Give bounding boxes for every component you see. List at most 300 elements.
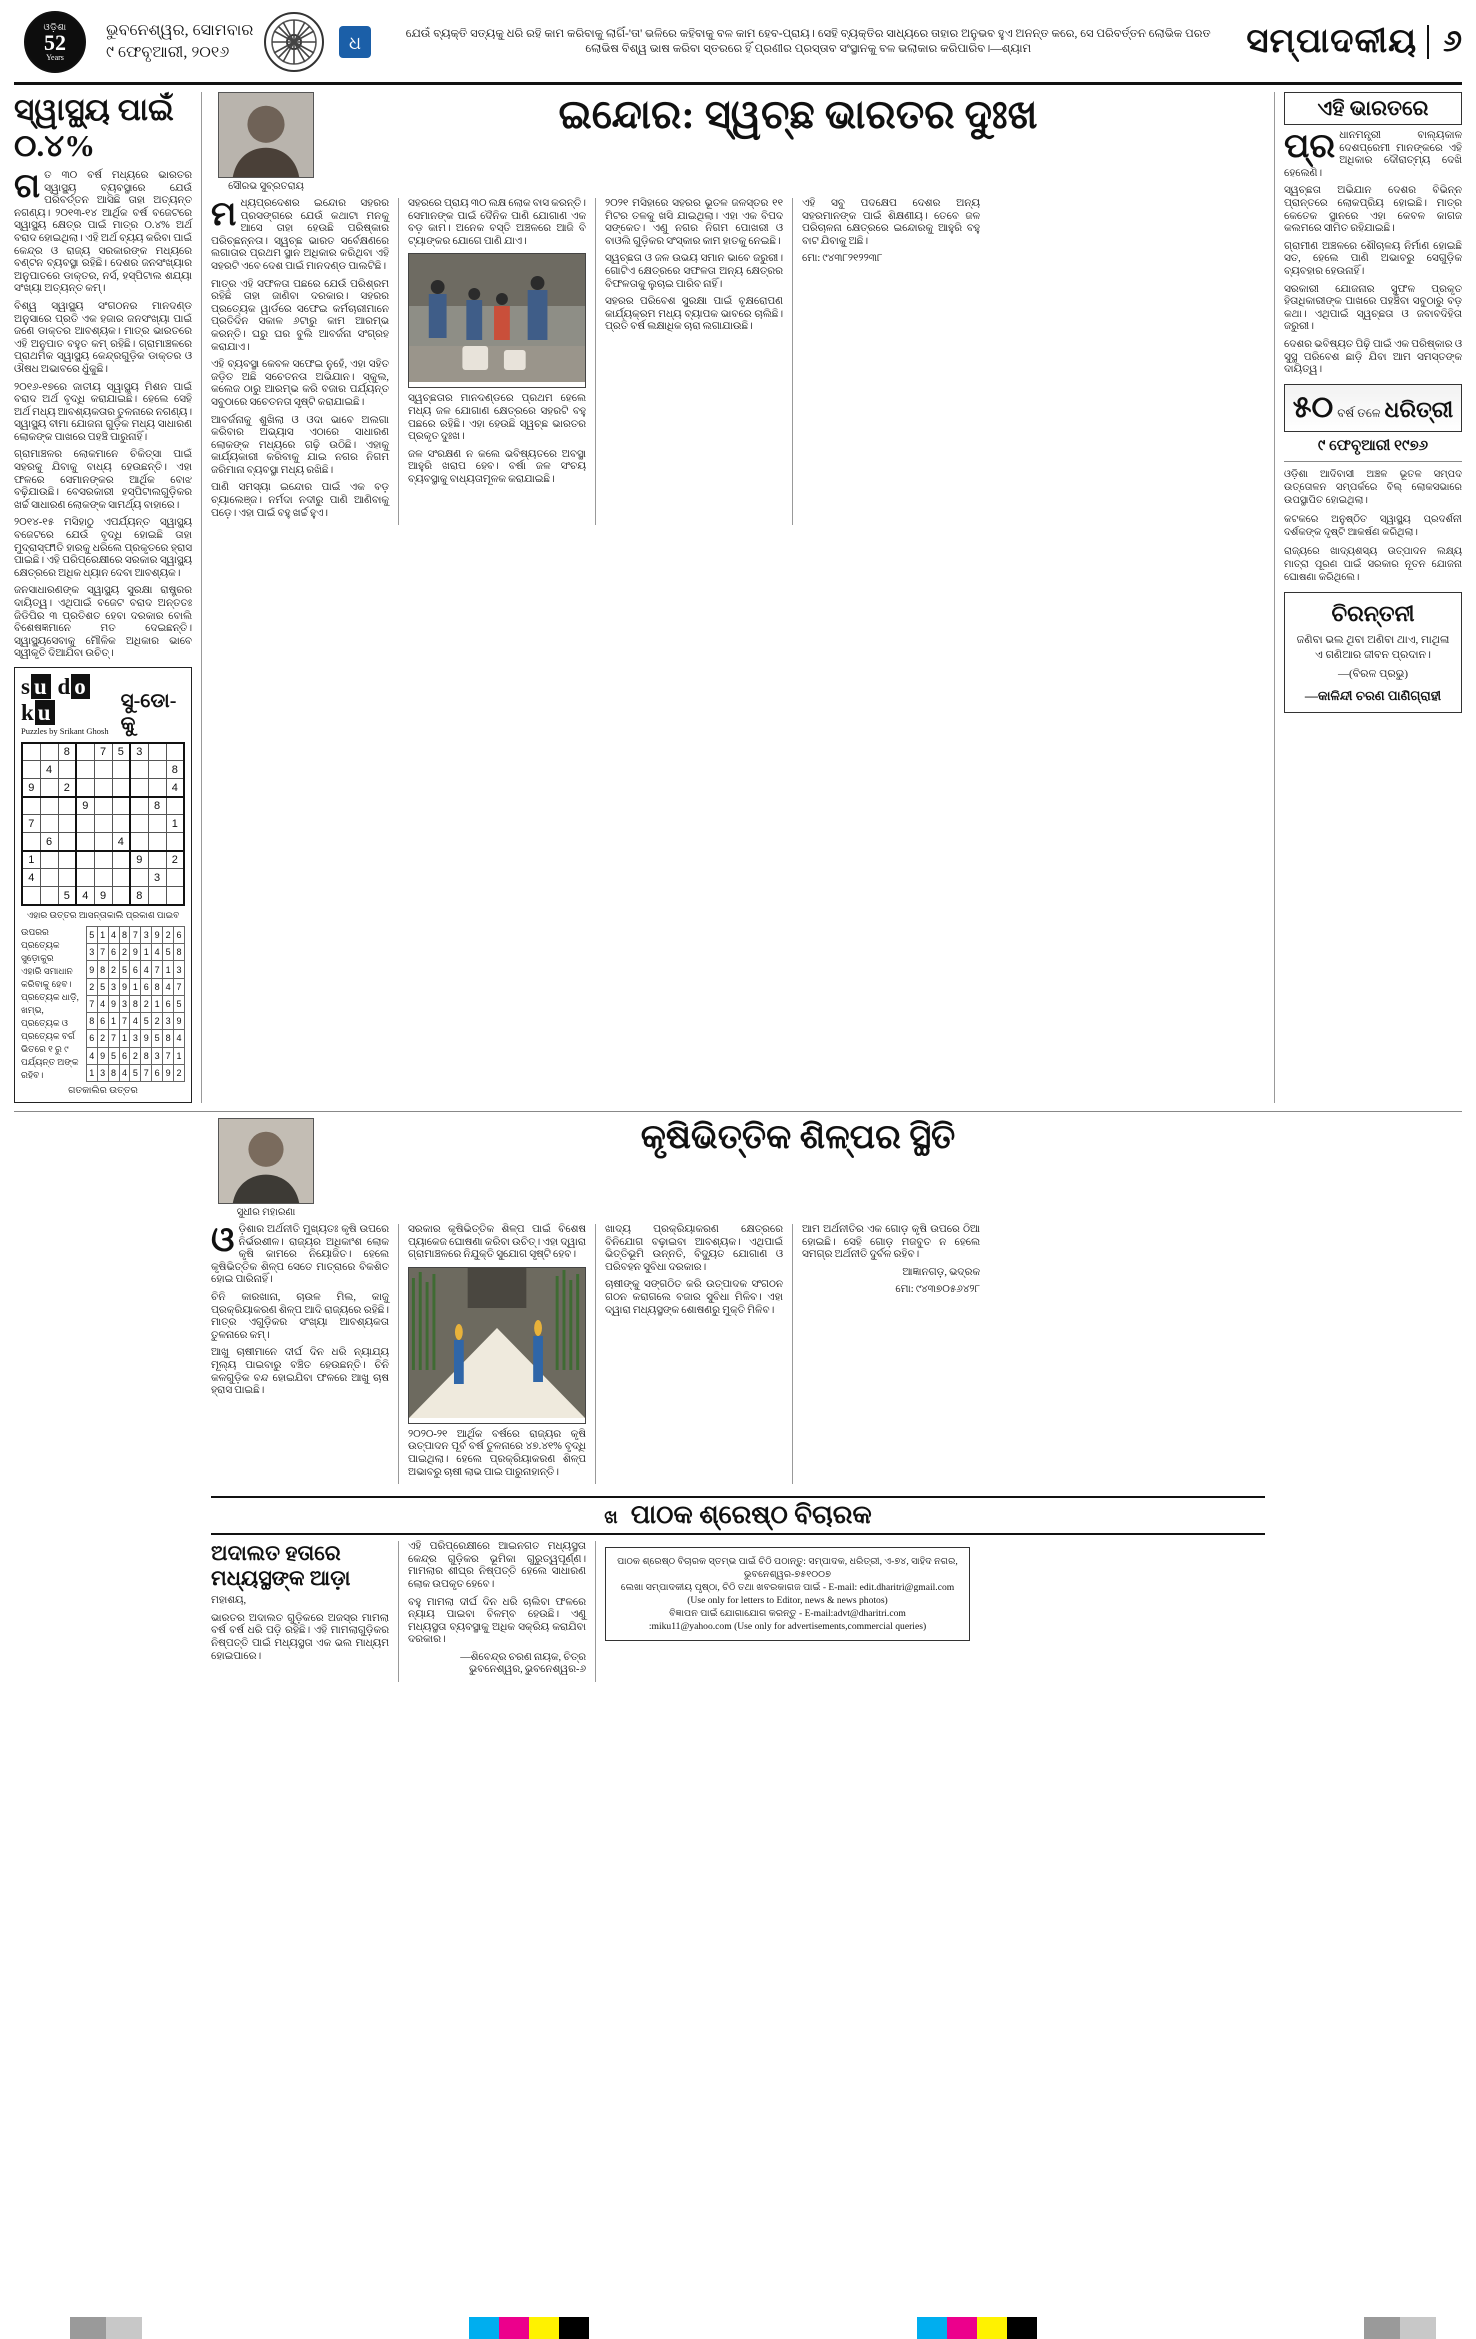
- sudoku-cell[interactable]: [166, 869, 184, 887]
- sudoku-cell[interactable]: [112, 779, 130, 797]
- letter-salutation: ମହାଶୟ,: [211, 1595, 247, 1607]
- sudoku-cell[interactable]: [94, 869, 112, 887]
- badge-top-label: ଓଡ଼ିଶା: [43, 22, 67, 32]
- contact-line: ପାଠକ ଶ୍ରେଷ୍ଠ ବିଚାରକ ସ୍ତମ୍ଭ ପାଇଁ ଚିଠି ପଠାନ୍ତୁ: ସମ୍ପାଦକ, ଧରିତ୍ରୀ, ଏ-୭୪, ସାହିଦ ନଗର, ଭୁବନେଶ୍ୱର-୭୫୧୦୦୭: [617, 1556, 958, 1581]
- sudoku-answer-cell: 9: [141, 1030, 152, 1047]
- sudoku-answer-cell: 4: [119, 1064, 130, 1081]
- paragraph: ଏହି ବ୍ୟବସ୍ଥା କେବଳ ସଫେଇ ନୁହେଁ, ଏହା ସହିତ ଜଡ଼ିତ ଅଛି ସଚେତନତା ଅଭିଯାନ। ସ୍କୁଲ, କଲେଜ ଠାରୁ ଆରମ୍ଭ କରି ବଜାର ପର୍ଯ୍ୟନ୍ତ ସବୁଠାରେ ସଚେତନତା ସୃଷ୍ଟି କରାଯାଇଛି।: [211, 359, 389, 408]
- sudoku-answer-cell: 4: [141, 961, 152, 978]
- paragraph: ୨୦୧୪-୧୫ ମସିହାଠୁ ଏପର୍ଯ୍ୟନ୍ତ ସ୍ୱାସ୍ଥ୍ୟ ବଜେଟରେ ଯେଉଁ ବୃଦ୍ଧି ହୋଇଛି ତାହା ମୁଦ୍ରାସ୍ଫୀତି ହାରକୁ ଧରିଲେ ପ୍ରକୃତରେ ହ୍ରାସ ପାଇଛି। ଏହି ପରିପ୍ରେକ୍ଷୀରେ ସରକାର ସ୍ୱାସ୍ଥ୍ୟ କ୍ଷେତ୍ରରେ ଅଧିକ ଧ୍ୟାନ ଦେବା ଆବଶ୍ୟକ।: [14, 517, 192, 579]
- sudoku-cell[interactable]: [148, 815, 166, 833]
- sudoku-cell[interactable]: [130, 815, 148, 833]
- sudoku-cell[interactable]: [22, 761, 40, 779]
- sudoku-cell[interactable]: [148, 743, 166, 761]
- main-col-4: [802, 198, 980, 525]
- sudoku-cell[interactable]: 8: [166, 761, 184, 779]
- sudoku-cell[interactable]: 6: [40, 833, 58, 851]
- paper-name: ଧରିତ୍ରୀ: [1384, 396, 1454, 422]
- sudoku-answer-cell: 6: [86, 1030, 97, 1047]
- sudoku-cell[interactable]: [40, 779, 58, 797]
- sudoku-answer-cell: 1: [108, 1013, 119, 1030]
- sudoku-answer-cell: 9: [163, 1064, 174, 1081]
- paragraph: ଆମ ଅର୍ଥନୀତିର ଏକ ଗୋଡ଼ କୃଷି ଉପରେ ଠିଆ ହୋଇଛି। ସେହି ଗୋଡ଼ ମଜବୁତ ନ ହେଲେ ସମଗ୍ର ଅର୍ଥନୀତି ଦୁର୍ବଳ ରହିବ।: [802, 1223, 980, 1261]
- quote-title: ଚିରନ୍ତନୀ: [1331, 600, 1415, 626]
- sudoku-cell[interactable]: 5: [112, 743, 130, 761]
- sudoku-cell[interactable]: 8: [130, 887, 148, 905]
- sudoku-answer-cell: 5: [152, 1030, 163, 1047]
- sudoku-grid[interactable]: [21, 742, 185, 906]
- column-divider: [792, 1224, 793, 1484]
- agri-contact: ମୋ: ୯୪୩୭୦୫୬୪୨୮: [895, 1284, 980, 1296]
- sudoku-cell[interactable]: 9: [94, 887, 112, 905]
- sudoku-cell[interactable]: [76, 851, 94, 869]
- sudoku-answer-cell: 5: [86, 926, 97, 943]
- sudoku-answer-cell: 1: [97, 926, 108, 943]
- sudoku-cell[interactable]: [22, 743, 40, 761]
- agri-col-4: [802, 1224, 980, 1484]
- sudoku-answer-cell: 7: [108, 1030, 119, 1047]
- sudoku-rule-line: ଖମ୍ଭ, ପ୍ରତ୍ୟେକ ଓ: [21, 1004, 69, 1028]
- paper-logo-icon: [338, 25, 372, 59]
- sudoku-answer-cell: 6: [97, 1013, 108, 1030]
- sudoku-answer-cell: 2: [163, 926, 174, 943]
- list-item: ରାଜ୍ୟରେ ଖାଦ୍ୟଶସ୍ୟ ଉତ୍ପାଦନ ଲକ୍ଷ୍ୟ ମାତ୍ରା ପୂରଣ ପାଇଁ ସରକାର ନୂତନ ଯୋଜନା ଘୋଷଣା କରିଥିଲେ।: [1284, 545, 1462, 583]
- sudoku-cell[interactable]: [148, 779, 166, 797]
- quote-attribution: —(ବିରଳ ପ୍ରଭୁ): [1337, 667, 1409, 680]
- paragraph: ମୋ: ୯୪୩୮୨୧୨୨୩୮: [802, 253, 883, 265]
- sudoku-answer-cell: 4: [108, 926, 119, 943]
- letters-block: [14, 1490, 1462, 1682]
- paragraph: ଭାରତର ଅଦାଲତ ଗୁଡ଼ିକରେ ଅଜସ୍ର ମାମଲା ବର୍ଷ ବର୍ଷ ଧରି ପଡ଼ି ରହିଛି। ଏହି ମାମଲାଗୁଡ଼ିକର ନିଷ୍ପତ୍ତି ପାଇଁ ମଧ୍ୟସ୍ଥତା ଏକ ଭଲ ମାଧ୍ୟମ ହୋଇପାରେ।: [211, 1612, 389, 1662]
- sudoku-answer-cell: 2: [119, 944, 130, 961]
- sudoku-rule-line: ଭିତରେ ୧ ରୁ ୯: [21, 1043, 69, 1054]
- sudoku-cell[interactable]: 7: [94, 743, 112, 761]
- sudoku-cell[interactable]: 3: [148, 869, 166, 887]
- agri-place: ଆଜ୍ଞାନଗଡ଼, ଭଦ୍ରକ: [902, 1266, 980, 1278]
- sudoku-cell[interactable]: [76, 743, 94, 761]
- anniversary-date: ୯ ଫେବୃଆରୀ ୧୯୭୬: [1317, 437, 1429, 454]
- sudoku-cell[interactable]: [58, 797, 76, 815]
- masthead: [14, 8, 1462, 85]
- sudoku-cell[interactable]: [58, 761, 76, 779]
- sudoku-answer-cell: 3: [97, 1064, 108, 1081]
- sudoku-cell[interactable]: [130, 797, 148, 815]
- sudoku-answer-cell: 2: [86, 978, 97, 995]
- sudoku-rule-line: ଏହାରି ସମାଧାନ: [21, 965, 73, 976]
- page-title: ସମ୍ପାଦକୀୟ: [1246, 23, 1418, 60]
- sudoku-answer-cell: 8: [152, 978, 163, 995]
- contact-col: [605, 1541, 970, 1682]
- left-editorial-headline: ସ୍ୱାସ୍ଥ୍ୟ ପାଇଁ ୦.୪%: [14, 92, 174, 163]
- main-col-2: [408, 198, 586, 525]
- list-item: କଟକରେ ଅନୁଷ୍ଠିତ ସ୍ୱାସ୍ଥ୍ୟ ପ୍ରଦର୍ଶନୀ ଦର୍ଶକଙ୍କ ଦୃଷ୍ଟି ଆକର୍ଷଣ କରିଥିଲା।: [1284, 513, 1462, 538]
- sudoku-cell[interactable]: [40, 887, 58, 905]
- sudoku-answer-cell: 4: [86, 1047, 97, 1064]
- sudoku-answer-cell: 5: [141, 1013, 152, 1030]
- letters-columns: [211, 1541, 1265, 1682]
- paragraph: ପ୍ରଧାନମନ୍ତ୍ରୀ ବାଲ୍ୟକାଳ ଦେଶପ୍ରେମୀ ମାନଙ୍କରେ ଏହି ଅଧିକାର ଦୌରାତ୍ମ୍ୟ ଦେଖି ହେଲେଣି।: [1284, 128, 1462, 179]
- contact-line[interactable]: ଲେଖା ସମ୍ପାଦକୀୟ ପୃଷ୍ଠା, ଚିଠି ତଥା ଖବରକାଗଜ ପାଇଁ - E-mail: edit.dharitri@gmail.com (Use only for letters to Editor, news & news photos): [620, 1582, 955, 1607]
- sudoku-cell[interactable]: 2: [58, 779, 76, 797]
- sudoku-answer-cell: 2: [174, 1064, 185, 1081]
- badge-years-label: Years: [46, 53, 64, 62]
- sudoku-cell[interactable]: 4: [166, 779, 184, 797]
- sudoku-cell[interactable]: [76, 815, 94, 833]
- paragraph: ଜନସାଧାରଣଙ୍କ ସ୍ୱାସ୍ଥ୍ୟ ସୁରକ୍ଷା ରାଷ୍ଟ୍ରର ଦାୟିତ୍ୱ। ଏଥିପାଇଁ ବଜେଟ ବରାଦ ଅନ୍ତତଃ ଜିଡିପିର ୩ ପ୍ରତିଶତ ହେବା ଦରକାର ବୋଲି ବିଶେଷଜ୍ଞମାନେ ମତ ଦେଇଛନ୍ତି। ସ୍ୱାସ୍ଥ୍ୟସେବାକୁ ମୌଳିକ ଅଧିକାର ଭାବେ ସ୍ୱୀକୃତି ଦିଆଯିବା ଉଚିତ୍।: [14, 585, 192, 660]
- sudoku-cell[interactable]: [130, 833, 148, 851]
- paragraph: ଆବର୍ଜନାକୁ ଶୁଖିଲା ଓ ଓଦା ଭାବେ ଅଲଗା କରିବାର ଅଭ୍ୟାସ ଏଠାରେ ସାଧାରଣ ଲୋକଙ୍କ ମଧ୍ୟରେ ଗଢ଼ି ଉଠିଛି। ଏହାକୁ କାର୍ଯ୍ୟକାରୀ କରିବାକୁ ଯାଇ ନଗର ନିଗମ ଜରିମାନା ବ୍ୟବସ୍ଥା ମଧ୍ୟ ରଖିଛି।: [211, 414, 389, 476]
- column-divider: [201, 92, 202, 1103]
- sudoku-cell[interactable]: [130, 779, 148, 797]
- sudoku-cell[interactable]: 4: [112, 833, 130, 851]
- agri-author-mugshot: [218, 1118, 314, 1204]
- paragraph: ସ୍ୱଚ୍ଛତା ଓ ଜଳ ଉଭୟ ସମାନ ଭାବେ ଜରୁରୀ। ଗୋଟିଏ କ୍ଷେତ୍ରରେ ସଫଳତା ଅନ୍ୟ କ୍ଷେତ୍ରର ବିଫଳତାକୁ ଲୁଚାଇ ପାରିବ ନାହିଁ।: [605, 253, 783, 290]
- contact-line[interactable]: :miku11@yahoo.com (Use only for advertisements,commercial queries): [648, 1621, 927, 1633]
- sudoku-answer-cell: 3: [163, 1013, 174, 1030]
- sudoku-cell[interactable]: [40, 797, 58, 815]
- letter-col-2: [408, 1541, 586, 1682]
- sudoku-answer-cell: 2: [152, 1013, 163, 1030]
- paragraph: ସ୍ୱଚ୍ଛତା ଅଭିଯାନ ଦେଶର ବିଭିନ୍ନ ପ୍ରାନ୍ତରେ ଲୋକପ୍ରିୟ ହୋଇଛି। ମାତ୍ର କେତେକ ସ୍ଥାନରେ ଏହା କେବଳ କାଗଜ କଲମରେ ସୀମିତ ରହିଯାଇଛି।: [1284, 185, 1462, 235]
- sudoku-cell[interactable]: [94, 833, 112, 851]
- quote-box: [1284, 592, 1462, 713]
- badge-number: 52: [44, 30, 66, 55]
- sudoku-answer-caption: ଗତକାଲିର ଉତ୍ତର: [68, 1085, 138, 1096]
- sudoku-cell[interactable]: [40, 869, 58, 887]
- paragraph: ପାଣି ସମସ୍ୟା ଇନ୍ଦୋର ପାଇଁ ଏକ ବଡ଼ ଚ୍ୟାଲେଞ୍ଜ। ନର୍ମଦା ନଦୀରୁ ପାଣି ଆଣିବାକୁ ପଡ଼େ। ଏହା ପାଇଁ ବହୁ ଖର୍ଚ୍ଚ ହୁଏ।: [211, 482, 389, 519]
- sudoku-cell[interactable]: [130, 869, 148, 887]
- paper-anniversary-badge: [14, 8, 96, 76]
- sudoku-answer-cell: 9: [174, 1013, 185, 1030]
- sudoku-cell[interactable]: [76, 779, 94, 797]
- sudoku-answer-cell: 3: [174, 961, 185, 978]
- sudoku-answer-cell: 7: [141, 1064, 152, 1081]
- sudoku-answer-cell: 9: [108, 995, 119, 1012]
- list-item: ଓଡ଼ିଶା ଆଦିବାସୀ ଅଞ୍ଚଳ ଭୂତଳ ସମ୍ପଦ ଉତ୍ତୋଳନ ସମ୍ପର୍କରେ ବିଲ୍ ଲୋକସଭାରେ ଉପସ୍ଥାପିତ ହୋଇଥିଲା।: [1284, 468, 1462, 506]
- sudoku-cell[interactable]: [58, 815, 76, 833]
- paragraph: ଚାଷୀଙ୍କୁ ସଙ୍ଗଠିତ କରି ଉତ୍ପାଦକ ସଂଗଠନ ଗଠନ କରାଗଲେ ବଜାର ସୁବିଧା ମିଳିବ। ଏହା ଦ୍ୱାରା ମଧ୍ୟସ୍ଥଙ୍କ ଶୋଷଣରୁ ମୁକ୍ତି ମିଳିବ।: [605, 1279, 783, 1316]
- sudoku-answer-cell: 7: [152, 961, 163, 978]
- sudoku-answer-cell: 4: [152, 944, 163, 961]
- sudoku-answer-cell: 5: [163, 944, 174, 961]
- main-story-byline: ସୌରଭ ସୁବ୍ରତରାୟ: [228, 181, 304, 192]
- sudoku-cell[interactable]: 4: [76, 887, 94, 905]
- sudoku-answer-cell: 8: [108, 1064, 119, 1081]
- sudoku-cell[interactable]: 4: [40, 761, 58, 779]
- letters-section-title: [211, 1496, 1265, 1535]
- column-divider: [595, 1224, 596, 1484]
- paragraph: ଓଡ଼ିଶାର ଅର୍ଥନୀତି ମୁଖ୍ୟତଃ କୃଷି ଉପରେ ନିର୍ଭରଶୀଳ। ରାଜ୍ୟର ଅଧିକାଂଶ ଲୋକ କୃଷି କାମରେ ନିୟୋଜିତ। ହେଲେ କୃଷିଭିତ୍ତିକ ଶିଳ୍ପ ସେତେ ମାତ୍ରାରେ ବିକଶିତ ହୋଇ ପାରିନାହିଁ।: [211, 1221, 389, 1286]
- sudoku-cell[interactable]: [40, 815, 58, 833]
- sudoku-answer-cell: 4: [130, 1013, 141, 1030]
- column-divider: [792, 198, 793, 525]
- sudoku-answer-cell: 8: [86, 1013, 97, 1030]
- page-number: ୬: [1427, 25, 1462, 59]
- sudoku-answer-cell: 2: [141, 995, 152, 1012]
- letter-headline: ଅଦାଲତ ହତାରେ ମଧ୍ୟସ୍ଥଙ୍କ ଆଡ଼ା: [211, 1541, 351, 1591]
- sudoku-rule-line: ସୁଡ଼ୋକୁର: [21, 952, 54, 963]
- sudoku-cell[interactable]: [22, 887, 40, 905]
- letter-col-1: [211, 1541, 389, 1682]
- sudoku-answer-cell: 2: [130, 1047, 141, 1064]
- sudoku-cell[interactable]: [94, 851, 112, 869]
- paragraph: ବିଶ୍ୱ ସ୍ୱାସ୍ଥ୍ୟ ସଂଗଠନର ମାନଦଣ୍ଡ ଅନୁସାରେ ପ୍ରତି ଏକ ହଜାର ଜନସଂଖ୍ୟା ପାଇଁ ଜଣେ ଡାକ୍ତର ଆବଶ୍ୟକ। ମାତ୍ର ଭାରତରେ ଏହି ଅନୁପାତ ବହୁତ କମ୍ ରହିଛି। ଗ୍ରାମାଞ୍ଚଳରେ ପ୍ରାଥମିକ ସ୍ୱାସ୍ଥ୍ୟ କେନ୍ଦ୍ରଗୁଡ଼ିକ ଡାକ୍ତର ଓ ଔଷଧ ଅଭାବରେ ଧୁଁକୁଛି।: [14, 300, 192, 375]
- sudoku-answer-area: [21, 926, 185, 1082]
- paragraph: ୨୦୧୬-୧୭ରେ ଜାତୀୟ ସ୍ୱାସ୍ଥ୍ୟ ମିଶନ ପାଇଁ ବରାଦ ଅର୍ଥ ବୃଦ୍ଧି କରାଯାଇଛି। ହେଲେ ସେହି ଅର୍ଥ ମଧ୍ୟ ଆବଶ୍ୟକତାର ତୁଳନାରେ ନଗଣ୍ୟ। ସ୍ୱାସ୍ଥ୍ୟ ବୀମା ଯୋଜନା ଗୁଡ଼ିକ ମଧ୍ୟ ସାଧାରଣ ଲୋକଙ୍କ ପାଖରେ ପହଞ୍ଚି ପାରୁନାହିଁ।: [14, 381, 192, 443]
- sudoku-answer-cell: 6: [152, 1064, 163, 1081]
- sudoku-cell[interactable]: 8: [148, 797, 166, 815]
- paragraph: ଜଳ ସଂରକ୍ଷଣ ନ କଲେ ଭବିଷ୍ୟତରେ ଅବସ୍ଥା ଆହୁରି ଖରାପ ହେବ। ବର୍ଷା ଜଳ ସଂଚୟ ବ୍ୟବସ୍ଥାକୁ ବାଧ୍ୟତାମୂଳକ କରାଯାଇଛି।: [408, 448, 586, 485]
- masthead-epigraph: ଯେଉଁ ବ୍ୟକ୍ତି ସତ୍ୟକୁ ଧରି ରହି କାମ କରିବାକୁ ଲାଗିଁ-'ତା' ଭଳିରେ କହିବାକୁ ବଳ କାମ ହେବ-ପ୍ରାୟ। ସେହି ବ୍ୟକ୍ତିର ସାଧ୍ୟରେ ତାହାର ଅନୁଭବ ହୁଏ ଅନନ୍ତ କରେ, ସେ ପରିବର୍ତ୍ତନ ଲୋଭିକ ପରତ ଲୋଭିଷ ବିଶ୍ୱ ଭାଷ କରିବା ସ୍ତରରେ ହିଁ ପ୍ରଣୀର ପ୍ରସ୍ତାବ ସଂସ୍ଥାନକୁ ବଳ ଭଲାକାର କରିପାରିବ।—ଶ୍ୟାମ: [405, 28, 1211, 55]
- paragraph: ଗ୍ରାମୀଣ ଅଞ୍ଚଳରେ ଶୌଚାଳୟ ନିର୍ମାଣ ହୋଇଛି ସତ, ହେଲେ ପାଣି ଅଭାବରୁ ସେଗୁଡ଼ିକ ବ୍ୟବହାର ହେଉନାହିଁ।: [1284, 240, 1462, 277]
- paragraph: ମାତ୍ର ଏହି ସଫଳତା ପଛରେ ଯେଉଁ ପରିଶ୍ରମ ରହିଛି ତାହା ଜାଣିବା ଦରକାର। ସହରର ପ୍ରତ୍ୟେକ ୱାର୍ଡରେ ସଫେଇ କର୍ମଚାରୀମାନେ ପ୍ରତିଦିନ ସକାଳ ୬ଟାରୁ କାମ ଆରମ୍ଭ କରନ୍ତି। ଘରୁ ଘର ବୁଲି ଆବର୍ଜନା ସଂଗ୍ରହ କରାଯାଏ।: [211, 278, 389, 353]
- sudoku-cell[interactable]: 9: [22, 779, 40, 797]
- contact-box: [605, 1547, 970, 1641]
- sudoku-note: ଏହାର ଉତ୍ତର ଆସନ୍ତାକାଲି ପ୍ରକାଶ ପାଇବ: [26, 909, 180, 920]
- sudoku-answer-cell: 5: [119, 961, 130, 978]
- sudoku-cell[interactable]: [40, 743, 58, 761]
- sudoku-answer-cell: 1: [86, 1064, 97, 1081]
- agri-col-2: [408, 1224, 586, 1484]
- sudoku-widget[interactable]: [14, 667, 192, 1103]
- sudoku-answer-cell: 5: [108, 1047, 119, 1064]
- paragraph: ସରକାରୀ ଯୋଜନାର ସୁଫଳ ପ୍ରକୃତ ହିତାଧିକାରୀଙ୍କ ପାଖରେ ପହଞ୍ଚିବା ସବୁଠାରୁ ବଡ଼ କଥା। ଏଥିପାଇଁ ସ୍ୱଚ୍ଛତା ଓ ଜବାବଦିହିତା ଜରୁରୀ।: [1284, 283, 1462, 333]
- sudoku-cell[interactable]: [58, 833, 76, 851]
- place-label: ଭୁବନେଶ୍ୱର, ସୋମବାର: [106, 22, 254, 39]
- sudoku-answer-cell: 8: [163, 1030, 174, 1047]
- sudoku-cell[interactable]: [58, 869, 76, 887]
- sudoku-answer-cell: 2: [97, 1030, 108, 1047]
- top-article-grid: [14, 92, 1462, 1103]
- paragraph: ବହୁ ମାମଲା ଦୀର୍ଘ ଦିନ ଧରି ଚାଲିବା ଫଳରେ ନ୍ୟାୟ ପାଇବା ବିଳମ୍ବ ହେଉଛି। ଏଣୁ ମଧ୍ୟସ୍ଥତା ବ୍ୟବସ୍ଥାକୁ ଅଧିକ ସକ୍ରିୟ କରାଯିବା ଦରକାର।: [408, 1596, 586, 1646]
- sudoku-cell[interactable]: 7: [22, 815, 40, 833]
- author-mugshot: [218, 92, 314, 178]
- sudoku-cell[interactable]: [148, 761, 166, 779]
- sudoku-answer-cell: 8: [174, 944, 185, 961]
- paragraph: ସହରରେ ପ୍ରାୟ ୩୦ ଲକ୍ଷ ଲୋକ ବାସ କରନ୍ତି। ସେମାନଙ୍କ ପାଇଁ ଦୈନିକ ପାଣି ଯୋଗାଣ ଏକ ବଡ଼ କାମ। ଅନେକ ବସ୍ତି ଅଞ୍ଚଳରେ ଆଜି ବି ଟ୍ୟାଙ୍କର ଯୋଗେ ପାଣି ଯାଏ।: [408, 198, 586, 247]
- sudoku-cell[interactable]: [76, 869, 94, 887]
- sudoku-credit: Puzzles by Srikant Ghosh: [21, 725, 109, 736]
- sudoku-cell[interactable]: 2: [166, 851, 184, 869]
- sudoku-cell[interactable]: [94, 761, 112, 779]
- sudoku-answer-cell: 4: [97, 995, 108, 1012]
- sudoku-answer-cell: 3: [141, 926, 152, 943]
- sudoku-cell[interactable]: [76, 761, 94, 779]
- sudoku-logo: s u d o k u: [21, 674, 121, 726]
- sudoku-title-odia: ସୁ-ଡୋ-କୁ: [120, 689, 177, 735]
- paragraph: ଗ୍ରାମାଞ୍ଚଳର ଲୋକମାନେ ଚିକିତ୍ସା ପାଇଁ ସହରକୁ ଯିବାକୁ ବାଧ୍ୟ ହେଉଛନ୍ତି। ଏହା ଫଳରେ ସେମାନଙ୍କର ଆର୍ଥିକ ବୋଝ ବଢ଼ିଯାଉଛି। ବେସରକାରୀ ହସ୍ପିଟାଲଗୁଡ଼ିକର ଖର୍ଚ୍ଚ ସାଧାରଣ ଲୋକଙ୍କ ସାମର୍ଥ୍ୟ ବାହାରେ।: [14, 449, 192, 511]
- sudoku-cell[interactable]: [112, 797, 130, 815]
- sudoku-answer-cell: 5: [130, 1064, 141, 1081]
- sudoku-answer-cell: 8: [119, 926, 130, 943]
- sudoku-cell[interactable]: 9: [130, 851, 148, 869]
- paragraph: ୨୦୨୧ ମସିହାରେ ସହରର ଭୂତଳ ଜଳସ୍ତର ୧୧ ମିଟର ତଳକୁ ଖସି ଯାଇଥିଲା। ଏହା ଏକ ବିପଦ ସଙ୍କେତ। ଏଣୁ ନଗର ନିଗମ ପୋଖରୀ ଓ ବାଓଲି ଗୁଡ଼ିକର ସଂସ୍କାର କାମ ହାତକୁ ନେଇଛି।: [605, 198, 783, 247]
- sudoku-answer-cell: 4: [174, 1030, 185, 1047]
- left-editorial-column: [14, 92, 192, 1103]
- sudoku-cell[interactable]: 4: [22, 869, 40, 887]
- sudoku-answer-cell: 6: [130, 961, 141, 978]
- sudoku-answer-grid: [86, 926, 185, 1082]
- sudoku-answer-cell: 3: [130, 1030, 141, 1047]
- sudoku-answer-cell: 7: [130, 926, 141, 943]
- sudoku-rule-line: ପ୍ରତ୍ୟେକ ବର୍ଗ: [21, 1030, 75, 1041]
- sudoku-answer-cell: 6: [119, 1047, 130, 1064]
- paragraph: ସହରର ପରିବେଶ ସୁରକ୍ଷା ପାଇଁ ବୃକ୍ଷରୋପଣ କାର୍ଯ୍ୟକ୍ରମ ମଧ୍ୟ ବ୍ୟାପକ ଭାବରେ ଚାଲିଛି। ପ୍ରତି ବର୍ଷ ଲକ୍ଷାଧିକ ଚାରା ଲଗାଯାଉଛି।: [605, 296, 783, 333]
- sudoku-answer-cell: 7: [86, 995, 97, 1012]
- sudoku-answer-cell: 3: [108, 978, 119, 995]
- sudoku-cell[interactable]: 8: [58, 743, 76, 761]
- column-divider: [398, 1224, 399, 1484]
- column-divider: [398, 198, 399, 525]
- sudoku-rule-line: କରିବାକୁ ହେବ।: [21, 978, 72, 989]
- sudoku-cell[interactable]: [112, 869, 130, 887]
- sudoku-cell[interactable]: 9: [76, 797, 94, 815]
- sudoku-answer-cell: 6: [108, 944, 119, 961]
- sudoku-answer-cell: 8: [97, 961, 108, 978]
- sudoku-rule-line: ପ୍ରତ୍ୟେକ ଧାଡ଼ି,: [21, 991, 79, 1002]
- agri-col-3: [605, 1224, 783, 1484]
- main-story-columns: [211, 198, 1265, 525]
- sudoku-rule-line: ଉପରର ପ୍ରତ୍ୟେକ: [21, 926, 60, 950]
- sudoku-answer-cell: 9: [119, 978, 130, 995]
- sudoku-answer-cell: 1: [141, 944, 152, 961]
- sudoku-cell[interactable]: [112, 851, 130, 869]
- paragraph: ୨୦୨୦-୨୧ ଆର୍ଥିକ ବର୍ଷରେ ରାଜ୍ୟର କୃଷି ଉତ୍ପାଦନ ପୂର୍ବ ବର୍ଷ ତୁଳନାରେ ୪୭.୪୧% ବୃଦ୍ଧି ପାଇଥିଲା। ହେଲେ ପ୍ରକ୍ରିୟାକରଣ ଶିଳ୍ପ ଅଭାବରୁ ଚାଷୀ ଲାଭ ପାଇ ପାରୁନାହାନ୍ତି।: [408, 1428, 586, 1478]
- sudoku-answer-cell: 7: [163, 1047, 174, 1064]
- sudoku-answer-cell: 7: [97, 944, 108, 961]
- paragraph: ଏହି ସବୁ ପଦକ୍ଷେପ ଦେଶର ଅନ୍ୟ ସହରମାନଙ୍କ ପାଇଁ ଶିକ୍ଷଣୀୟ। ତେବେ ଜଳ ପରିଚାଳନା କ୍ଷେତ୍ରରେ ଇନ୍ଦୋରକୁ ଆହୁରି ବହୁ ବାଟ ଯିବାକୁ ଅଛି।: [802, 198, 980, 247]
- sudoku-answer-cell: 1: [163, 961, 174, 978]
- quote-text: ଜଣିବା ଭଲ ଥିବା ଅଣିବା ଥାଏ, ମାଥିଳା ଏ ଗଣିଆର ଜୀବନ ପ୍ରଦାନ।: [1296, 633, 1450, 661]
- sudoku-cell[interactable]: [76, 833, 94, 851]
- svg-text:ଧ: ଧ: [348, 33, 362, 54]
- sugar-factory-photo: [408, 1267, 586, 1424]
- sudoku-cell[interactable]: [112, 761, 130, 779]
- paragraph: ସରକାର କୃଷିଭିତ୍ତିକ ଶିଳ୍ପ ପାଇଁ ବିଶେଷ ପ୍ୟାକେଜ ଘୋଷଣା କରିବା ଉଚିତ୍। ଏହା ଦ୍ୱାରା ଗ୍ରାମାଞ୍ଚଳରେ ନିଯୁକ୍ତି ସୁଯୋଗ ସୃଷ୍ଟି ହେବ।: [408, 1223, 586, 1261]
- column-divider: [595, 1541, 596, 1682]
- sudoku-rule-line: ରହିବ।: [21, 1069, 44, 1080]
- sudoku-cell[interactable]: [94, 779, 112, 797]
- sudoku-cell[interactable]: 1: [22, 851, 40, 869]
- agri-headline: କୃଷିଭିତ୍ତିକ ଶିଳ୍ପର ସ୍ଥିତି: [640, 1118, 956, 1156]
- column-divider: [595, 198, 596, 525]
- sudoku-cell[interactable]: [58, 851, 76, 869]
- paragraph: ମଧ୍ୟପ୍ରଦେଶର ଇନ୍ଦୋର ସହରର ପ୍ରସଙ୍ଗରେ ଯେଉଁ କଥାଟା ମନକୁ ଆସେ ତାହା ହେଉଛି ପରିଷ୍କାର ପରିଚ୍ଛନ୍ନତା। ସ୍ୱଚ୍ଛ ଭାରତ ସର୍ବେକ୍ଷଣରେ ଲଗାତାର ପ୍ରଥମ ସ୍ଥାନ ଅଧିକାର କରିଥିବା ଏହି ସହରଟି ଏବେ ଦେଶ ପାଇଁ ମାନଦଣ୍ଡ ପାଲଟିଛି।: [211, 196, 389, 272]
- column-divider: [398, 1541, 399, 1682]
- sudoku-answer-cell: 3: [86, 944, 97, 961]
- sudoku-answer-cell: 6: [174, 926, 185, 943]
- column-divider: [1274, 92, 1275, 1103]
- paragraph: ଏହି ପରିପ୍ରେକ୍ଷୀରେ ଆଇନଗତ ମଧ୍ୟସ୍ଥତା କେନ୍ଦ୍ର ଗୁଡ଼ିକର ଭୂମିକା ଗୁରୁତ୍ୱପୂର୍ଣ୍ଣ। ମାମଲାର ଶୀଘ୍ର ନିଷ୍ପତ୍ତି ହେଲେ ସାଧାରଣ ଲୋକ ଉପକୃତ ହେବେ।: [408, 1541, 586, 1590]
- this-india-body: [1284, 130, 1462, 377]
- left-editorial-body: [14, 170, 192, 661]
- agri-columns: [211, 1221, 1265, 1484]
- agri-byline: ସୁଧୀର ମହାରଣା: [236, 1206, 296, 1218]
- main-col-1: [211, 198, 389, 525]
- this-india-title: ଏହି ଭାରତରେ: [1284, 92, 1462, 125]
- sudoku-cell[interactable]: [148, 851, 166, 869]
- sudoku-cell[interactable]: [112, 887, 130, 905]
- date-label: ୯ ଫେବୃଆରୀ, ୨୦୧୬: [106, 44, 230, 61]
- sudoku-cell[interactable]: 3: [130, 743, 148, 761]
- sudoku-rule-line: ପର୍ଯ୍ୟନ୍ତ ଅଙ୍କ: [21, 1056, 79, 1067]
- sudoku-cell[interactable]: [22, 797, 40, 815]
- contact-line[interactable]: ବିଜ୍ଞାପନ ପାଇଁ ଯୋଗାଯୋଗ କରନ୍ତୁ - E-mail:advt@dharitri.com: [669, 1608, 906, 1620]
- sudoku-cell[interactable]: 5: [58, 887, 76, 905]
- sudoku-answer-cell: 8: [141, 1047, 152, 1064]
- place-date-block: [96, 20, 256, 64]
- paragraph: ଦେଶର ଭବିଷ୍ୟତ ପିଢ଼ି ପାଇଁ ଏକ ପରିଷ୍କାର ଓ ସୁସ୍ଥ ପରିବେଶ ଛାଡ଼ି ଯିବା ଆମ ସମସ୍ତଙ୍କ ଦାୟିତ୍ୱ।: [1284, 338, 1462, 376]
- right-rail: [1284, 92, 1462, 1103]
- sudoku-answer-cell: 1: [174, 1047, 185, 1064]
- sudoku-answer-cell: 4: [163, 978, 174, 995]
- sudoku-answer-cell: 1: [119, 1030, 130, 1047]
- sudoku-answer-cell: 9: [130, 944, 141, 961]
- paragraph: ସ୍ୱଚ୍ଛତାର ମାନଦଣ୍ଡରେ ପ୍ରଥମ ହେଲେ ମଧ୍ୟ ଜଳ ଯୋଗାଣ କ୍ଷେତ୍ରରେ ସହରଟି ବହୁ ପଛରେ ରହିଛି। ଏହା ହେଉଛି ସ୍ୱଚ୍ଛ ଭାରତର ପ୍ରକୃତ ଦୁଃଖ।: [408, 393, 586, 443]
- sudoku-answer-cell: 8: [130, 995, 141, 1012]
- sudoku-cell[interactable]: [22, 833, 40, 851]
- sudoku-answer-cell: 9: [152, 926, 163, 943]
- main-story-block: [211, 92, 1265, 1103]
- paragraph: ଚିନି କାରଖାନା, ଚାଉଳ ମିଲ, କାଜୁ ପ୍ରକ୍ରିୟାକରଣ ଶିଳ୍ପ ଆଦି ରାଜ୍ୟରେ ରହିଛି। ମାତ୍ର ଏଗୁଡ଼ିକର ସଂଖ୍ୟା ଆବଶ୍ୟକତା ତୁଳନାରେ କମ୍।: [211, 1291, 389, 1341]
- sudoku-rules: [21, 926, 82, 1082]
- letters-title-text: ପାଠକ ଶ୍ରେଷ୍ଠ ବିଚାରକ: [630, 1500, 872, 1530]
- sudoku-cell[interactable]: [166, 833, 184, 851]
- letter-signature: —ଶିବେନ୍ଦ୍ର ଚରଣ ନାୟକ, ଚିତ୍ର ଭୁବନେଶ୍ୱର, ଭୁବନେଶ୍ୱର-୬: [460, 1651, 586, 1676]
- anniversary-years: ୫୦: [1292, 390, 1334, 424]
- sudoku-cell[interactable]: [94, 815, 112, 833]
- sudoku-cell[interactable]: [148, 887, 166, 905]
- main-story-headline: ଇନ୍ଦୋର: ସ୍ୱଚ୍ଛ ଭାରତର ଦୁଃଖ: [558, 92, 1038, 137]
- sudoku-answer-cell: 2: [108, 961, 119, 978]
- author-photo-wrap: [211, 92, 321, 192]
- masthead-right: [1238, 23, 1462, 61]
- paragraph: ଖାଦ୍ୟ ପ୍ରକ୍ରିୟାକରଣ କ୍ଷେତ୍ରରେ ବିନିଯୋଗ ବଢ଼ାଇବା ଆବଶ୍ୟକ। ଏଥିପାଇଁ ଭିତ୍ତିଭୂମି ଉନ୍ନତି, ବିଦ୍ୟୁତ ଯୋଗାଣ ଓ ପରିବହନ ସୁବିଧା ଦରକାର।: [605, 1223, 783, 1273]
- paragraph: ଗତ ୩୦ ବର୍ଷ ମଧ୍ୟରେ ଭାରତର ସ୍ୱାସ୍ଥ୍ୟ ବ୍ୟବସ୍ଥାରେ ଯେଉଁ ପରିବର୍ତ୍ତନ ଆସିଛି ତାହା ଅତ୍ୟନ୍ତ ନଗଣ୍ୟ। ୨୦୧୩-୧୪ ଆର୍ଥିକ ବର୍ଷ ବଜେଟରେ ସ୍ୱାସ୍ଥ୍ୟ କ୍ଷେତ୍ର ପାଇଁ ମାତ୍ର ୦.୪% ଅର୍ଥ ବରାଦ ହୋଇଥିଲା। ଏହି ଅର୍ଥ ବ୍ୟୟ କରିବା ପାଇଁ କେନ୍ଦ୍ର ଓ ରାଜ୍ୟ ସରକାରଙ୍କ ମଧ୍ୟରେ ବଣ୍ଟନ ବ୍ୟବସ୍ଥା ରହିଛି। ଦେଶର ଜନସଂଖ୍ୟାର ଅନୁପାତରେ ଡାକ୍ତର, ନର୍ସ, ହସ୍ପିଟାଲ ଶଯ୍ୟା ସଂଖ୍ୟା ଅତ୍ୟନ୍ତ କମ୍।: [14, 168, 192, 295]
- quote-author: —କାଳିନ୍ଦୀ ଚରଣ ପାଣିଗ୍ରାହୀ: [1304, 687, 1442, 703]
- sudoku-answer-cell: 7: [174, 978, 185, 995]
- sudoku-cell[interactable]: 1: [166, 815, 184, 833]
- sudoku-answer-cell: 6: [163, 995, 174, 1012]
- paragraph: ଆଖୁ ଚାଷୀମାନେ ଦୀର୍ଘ ଦିନ ଧରି ନ୍ୟାଯ୍ୟ ମୂଲ୍ୟ ପାଇବାରୁ ବଞ୍ଚିତ ହେଉଛନ୍ତି। ଚିନି କଳଗୁଡ଼ିକ ବନ୍ଦ ହୋଇଯିବା ଫଳରେ ଆଖୁ ଚାଷ ହ୍ରାସ ପାଇଛି।: [211, 1347, 389, 1397]
- letters-icon: ଖ: [604, 1507, 618, 1528]
- sudoku-answer-cell: 6: [141, 978, 152, 995]
- sudoku-cell[interactable]: [166, 797, 184, 815]
- print-registration-bar: [0, 2317, 1476, 2339]
- sudoku-answer-cell: 1: [130, 978, 141, 995]
- sudoku-answer-cell: 9: [86, 961, 97, 978]
- sudoku-cell[interactable]: [148, 833, 166, 851]
- sudoku-cell[interactable]: [166, 887, 184, 905]
- konark-wheel-icon: [262, 10, 326, 74]
- sudoku-cell[interactable]: [94, 797, 112, 815]
- anniversary-items: [1284, 468, 1462, 584]
- agri-author-wrap: [211, 1118, 321, 1218]
- sudoku-answer-cell: 3: [119, 995, 130, 1012]
- sudoku-cell[interactable]: [130, 761, 148, 779]
- agri-story-block: [14, 1111, 1462, 1484]
- agri-col-1: [211, 1221, 389, 1484]
- anniversary-banner: [1284, 384, 1462, 432]
- sudoku-cell[interactable]: [112, 815, 130, 833]
- sudoku-answer-cell: 7: [119, 1013, 130, 1030]
- sudoku-header: [21, 674, 185, 736]
- sudoku-cell[interactable]: [40, 851, 58, 869]
- water-collection-photo: [408, 253, 586, 388]
- sudoku-answer-cell: 5: [97, 978, 108, 995]
- sudoku-answer-cell: 1: [152, 995, 163, 1012]
- sudoku-cell[interactable]: [166, 743, 184, 761]
